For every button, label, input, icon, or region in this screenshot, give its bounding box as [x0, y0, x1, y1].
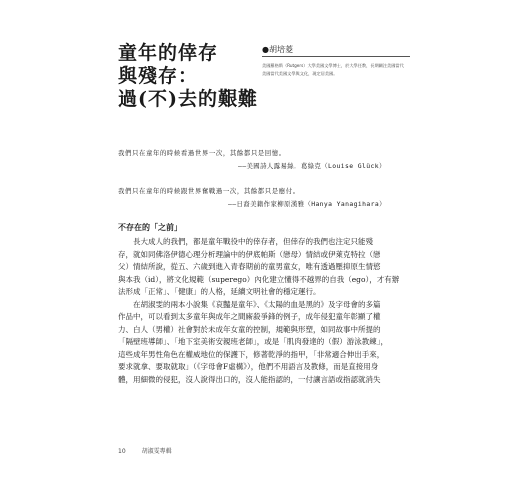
- page-footer: [118, 446, 186, 455]
- title-line-2: 與殘存：: [118, 65, 199, 87]
- body-line: 作品中，可以看到太多童年與成年之間廝殺爭鋒的例子，成年侵犯童年彰顯了權: [118, 312, 381, 321]
- epigraph-1-text: 我們只在童年的時候看過世界一次，其餘都只是回憶。: [118, 149, 286, 157]
- body-line: 要求就拿、要取就取」（《字母會F虛構》），他們不用語言及教條，而是直接用身: [118, 362, 379, 371]
- author-bio: [262, 62, 412, 78]
- title-line-3: 過(不)去的艱難: [118, 88, 258, 110]
- title-line-1: 童年的倖存: [118, 42, 219, 64]
- page-number: 10: [118, 448, 126, 455]
- body-line: 體，用細微的侵犯，沒人說得出口的，沒人能指認的，一付讓言語或指認就消失: [118, 374, 381, 384]
- running-footer-section: 胡淑雯專輯: [141, 448, 172, 455]
- author-bio-line-1: 美國羅格斯（Rutgers）大學美國文學博士，於大學任教，長期關注美國當代: [262, 63, 404, 68]
- body-line: 「隔壁班導師」、「地下室美術安親班老師」，或是「肌肉發達的（假）游泳教練」，: [118, 337, 388, 346]
- epigraph-1-attribution: ——美國詩人露易絲．葛綠克（Louise Glück）: [238, 162, 386, 170]
- epigraph-2-text: 我們只在童年的時候跟世界奮戰過一次，其餘都只是應付。: [118, 187, 300, 195]
- body-line: 法形成「正常」、「健康」的人格，延續文明社會的穩定運行。: [118, 287, 321, 296]
- article-title: [118, 42, 258, 111]
- body-line: 力、白人（男權）社會對於未成年女童的控制，規範與形塑，如同故事中所提的: [118, 324, 381, 334]
- body-line: 父）情結所說，從五、六歲到進入青春期前的童男童女，唯有透過壓抑原生情慾: [118, 262, 381, 271]
- byline-divider: [262, 56, 410, 57]
- author-bio-line-2: 美國當代美國文學與文化，現定居美國。: [262, 71, 338, 76]
- epigraph-2-attribution: ——日裔美籍作家柳原漢雅（Hanya Yanagihara）: [228, 200, 386, 208]
- body-line: 長大成人的我們，都是童年戰役中的倖存者，但倖存的我們也注定只能殘: [133, 237, 373, 246]
- body-line: 這些成年男性角色在權威地位的保護下，修著乾淨的指甲，「非常適合伸出手來，: [118, 349, 385, 359]
- author-byline: ●胡培菱: [262, 45, 293, 54]
- body-text: [118, 236, 413, 386]
- section-heading: 不存在的「之前」: [118, 223, 182, 232]
- body-line: 存，就如同佛洛伊德心理分析理論中的伊底帕斯（戀母）情結或伊萊克特拉（戀: [118, 249, 381, 259]
- body-line: 在胡淑雯的兩本小說集《哀豔是童年》、《太陽的血是黑的》及字母會的多篇: [133, 299, 381, 309]
- body-line: 與本我（id），將文化規範（superego）內化建立懂得不越界的自我（ego），才有辦: [118, 274, 400, 284]
